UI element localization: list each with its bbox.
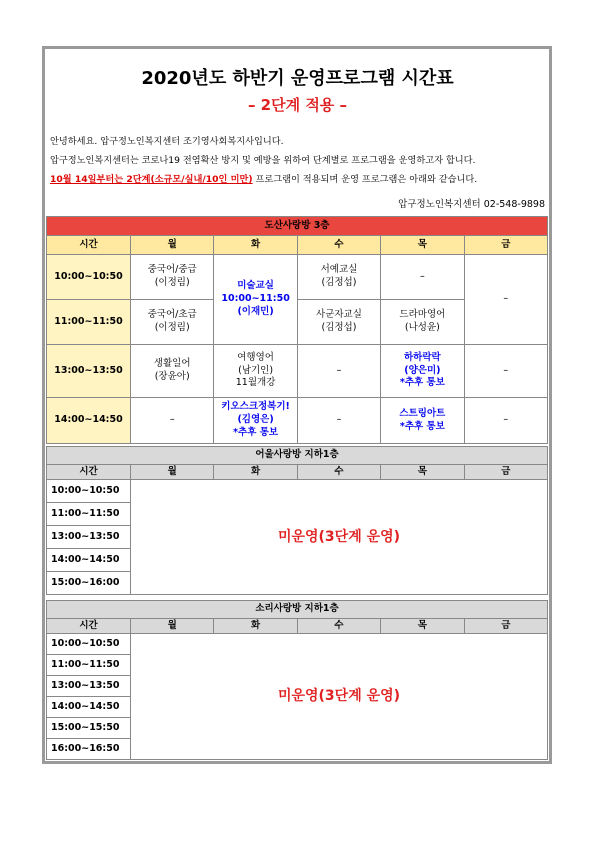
cell-r1-wed: 서예교실 (김정섭): [297, 255, 380, 300]
schedule-table-eoul: [46, 446, 548, 595]
schedule-table-dosan: [46, 216, 548, 444]
schedule-table-sori: [46, 600, 548, 760]
header-wed: 수: [297, 465, 380, 480]
intro-line-2: 압구정노인복지센터는 코로나19 전염확산 방지 및 예방을 위하여 단계별로 프로그램을 운영하고자 합니다.: [50, 155, 476, 166]
section-title-dosan: 도산사랑방 3층: [47, 217, 548, 236]
header-fri: 금: [464, 619, 547, 634]
page-title: 2020년도 하반기 운영프로그램 시간표: [141, 68, 454, 89]
cell-tue-art-class: 미술교실 10:00~11:50 (이재민): [214, 255, 297, 345]
time-slot: 15:00~15:50: [47, 718, 131, 739]
cell-r3-tue: 여행영어 (남기인) 11월개강: [214, 345, 297, 398]
time-slot: 13:00~13:50: [47, 526, 131, 549]
time-slot: 11:00~11:50: [47, 503, 131, 526]
header-fri: 금: [464, 465, 547, 480]
header-wed: 수: [297, 236, 380, 255]
header-time: 시간: [47, 465, 131, 480]
time-slot: 13:00~13:50: [47, 345, 131, 398]
time-slot: 11:00~11:50: [47, 655, 131, 676]
cell-r1-mon: 중국어/중급 (이정림): [131, 255, 214, 300]
header-fri: 금: [464, 236, 547, 255]
cell-r3-wed: –: [297, 345, 380, 398]
cell-r4-tue: 키오스크정복기! (김영은) *추후 통보: [214, 398, 297, 444]
header-mon: 월: [131, 465, 214, 480]
header-tue: 화: [214, 465, 297, 480]
cell-fri-12: –: [464, 255, 547, 345]
cell-r3-fri: –: [464, 345, 547, 398]
time-slot: 14:00~14:50: [47, 398, 131, 444]
time-slot: 14:00~14:50: [47, 549, 131, 572]
header-thu: 목: [381, 465, 464, 480]
not-operating-notice: 미운영(3단계 운영): [131, 480, 548, 595]
time-slot: 11:00~11:50: [47, 300, 131, 345]
not-operating-notice: 미운영(3단계 운영): [131, 634, 548, 760]
cell-r2-mon: 중국어/초급 (이정림): [131, 300, 214, 345]
intro-line-3-rest: 프로그램이 적용되며 운영 프로그램은 아래와 같습니다.: [252, 174, 478, 185]
time-slot: 10:00~10:50: [47, 480, 131, 503]
header-time: 시간: [47, 236, 131, 255]
time-slot: 16:00~16:50: [47, 739, 131, 760]
cell-r3-thu: 하하락락 (양은미) *추후 통보: [381, 345, 464, 398]
header-mon: 월: [131, 236, 214, 255]
intro-line-3: [50, 171, 477, 185]
time-slot: 10:00~10:50: [47, 634, 131, 655]
header-mon: 월: [131, 619, 214, 634]
intro-highlight: 10월 14일부터는 2단계(소규모/실내/10인 미만): [50, 174, 253, 185]
intro-line-1: 안녕하세요. 압구정노인복지센터 조기영사회복지사입니다.: [50, 136, 284, 147]
section-title-eoul: 어울사랑방 지하1층: [47, 447, 548, 465]
cell-r4-wed: –: [297, 398, 380, 444]
cell-r3-mon: 생활일어 (장윤아): [131, 345, 214, 398]
time-slot: 10:00~10:50: [47, 255, 131, 300]
header-tue: 화: [214, 619, 297, 634]
time-slot: 14:00~14:50: [47, 697, 131, 718]
cell-r1-thu: –: [381, 255, 464, 300]
time-slot: 15:00~16:00: [47, 572, 131, 595]
contact-info: 압구정노인복지센터 02-548-9898: [398, 199, 545, 210]
time-slot: 13:00~13:50: [47, 676, 131, 697]
header-thu: 목: [381, 236, 464, 255]
cell-r4-fri: –: [464, 398, 547, 444]
header-tue: 화: [214, 236, 297, 255]
header-wed: 수: [297, 619, 380, 634]
cell-r4-mon: –: [131, 398, 214, 444]
cell-r2-thu: 드라마영어 (나성윤): [381, 300, 464, 345]
header-time: 시간: [47, 619, 131, 634]
section-title-sori: 소리사랑방 지하1층: [47, 601, 548, 619]
page-subtitle: – 2단계 적용 –: [247, 96, 348, 114]
header-thu: 목: [381, 619, 464, 634]
cell-r4-thu: 스트링아트 *추후 통보: [381, 398, 464, 444]
cell-r2-wed: 사군자교실 (김정섭): [297, 300, 380, 345]
